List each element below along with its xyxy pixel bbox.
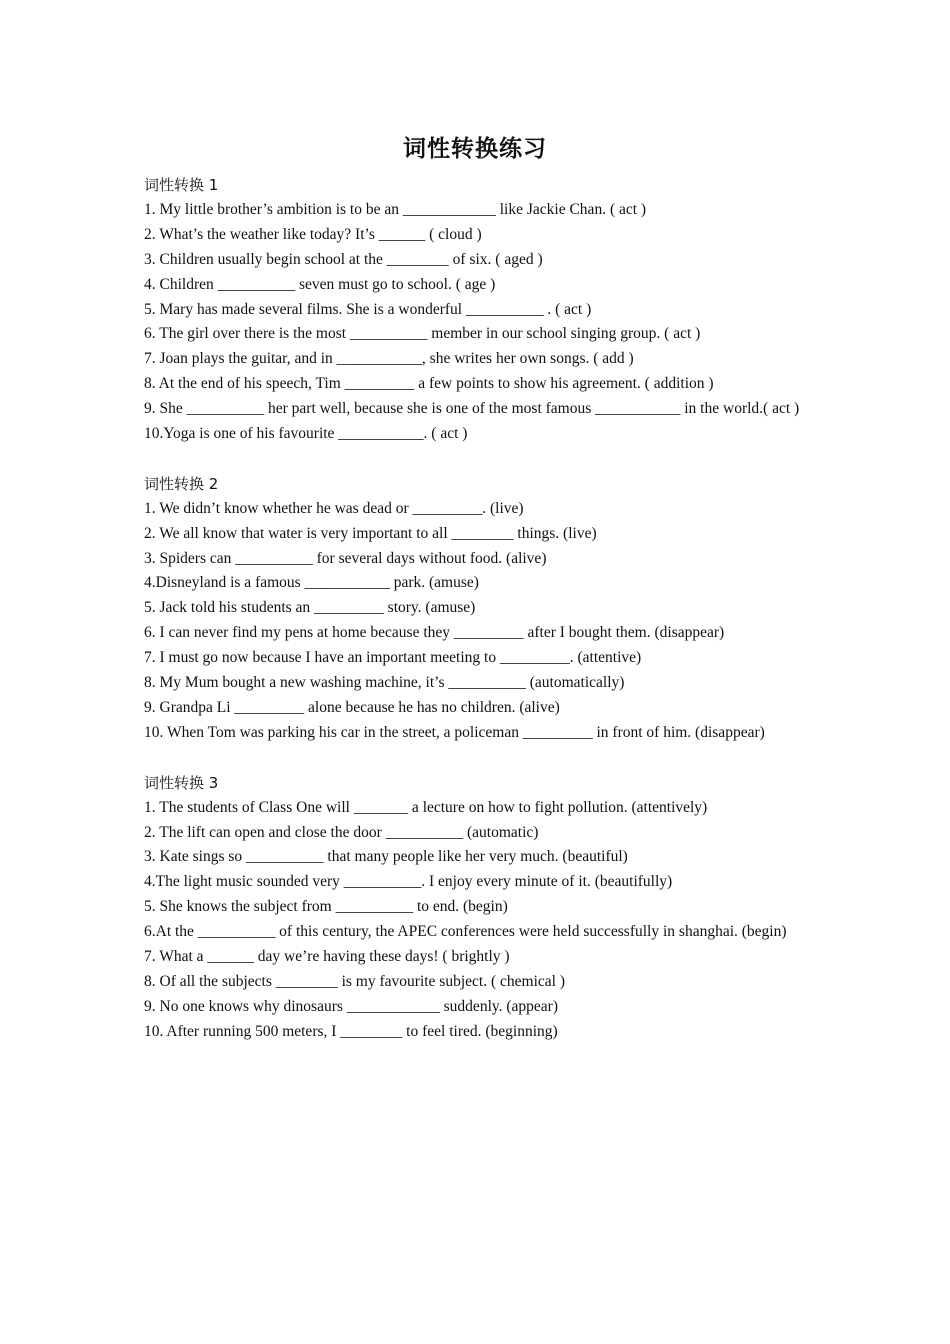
- exercise-item: 8. My Mum bought a new washing machine, it’s __________ (automatically): [144, 674, 625, 692]
- exercise-item: 10.Yoga is one of his favourite ___________. ( act ): [144, 425, 468, 443]
- exercise-item: 3. Kate sings so __________ that many people like her very much. (beautiful): [144, 848, 628, 866]
- exercise-item: 9. She __________ her part well, because she is one of the most famous ___________ in the world.( act ): [144, 400, 800, 418]
- exercise-item: 2. The lift can open and close the door __________ (automatic): [144, 823, 539, 841]
- exercise-item: 7. Joan plays the guitar, and in ___________, she writes her own songs. ( add ): [144, 350, 634, 368]
- exercise-item: 5. She knows the subject from __________ to end. (begin): [144, 898, 508, 916]
- exercise-item: 8. At the end of his speech, Tim _________ a few points to show his agreement. ( addition ): [144, 375, 714, 393]
- exercise-item: 1. We didn’t know whether he was dead or _________. (live): [144, 499, 524, 517]
- exercise-item: 6. I can never find my pens at home because they _________ after I bought them. (disappear): [144, 624, 725, 642]
- exercise-item: 4. Children __________ seven must go to school. ( age ): [144, 275, 496, 293]
- exercise-item: 10. When Tom was parking his car in the street, a policeman _________ in front of him. (disappear): [144, 723, 765, 741]
- exercise-item: 5. Mary has made several films. She is a wonderful __________ . ( act ): [144, 300, 592, 318]
- exercise-item: 6. The girl over there is the most __________ member in our school singing group. ( act ): [144, 325, 701, 343]
- section-heading: 词性转换 3: [144, 773, 219, 792]
- exercise-item: 4.The light music sounded very __________. I enjoy every minute of it. (beautifully): [144, 873, 673, 891]
- section-spacer: [144, 447, 806, 472]
- exercise-section-1: [144, 173, 806, 447]
- exercise-item: 2. What’s the weather like today? It’s ______ ( cloud ): [144, 225, 482, 243]
- exercise-item: 7. I must go now because I have an important meeting to _________. (attentive): [144, 649, 642, 667]
- section-heading: 词性转换 2: [144, 474, 219, 493]
- exercise-item: 3. Spiders can __________ for several days without food. (alive): [144, 549, 547, 567]
- document-title: 词性转换练习: [403, 135, 547, 162]
- exercise-item: 9. Grandpa Li _________ alone because he has no children. (alive): [144, 699, 560, 717]
- exercise-item: 2. We all know that water is very important to all ________ things. (live): [144, 524, 597, 542]
- exercise-item: 10. After running 500 meters, I ________ to feel tired. (beginning): [144, 1022, 558, 1040]
- exercise-content: [144, 173, 806, 1045]
- exercise-item: 1. My little brother’s ambition is to be an ____________ like Jackie Chan. ( act ): [144, 200, 647, 218]
- exercise-item: 6.At the __________ of this century, the APEC conferences were held successfully in shanghai. (begin): [144, 923, 787, 941]
- exercise-section-3: [144, 771, 806, 1045]
- section-spacer: [144, 746, 806, 771]
- exercise-item: 8. Of all the subjects ________ is my favourite subject. ( chemical ): [144, 972, 565, 990]
- exercise-item: 4.Disneyland is a famous ___________ park. (amuse): [144, 574, 479, 592]
- section-heading: 词性转换 1: [144, 176, 219, 194]
- exercise-item: 9. No one knows why dinosaurs ____________ suddenly. (appear): [144, 997, 558, 1015]
- exercise-item: 5. Jack told his students an _________ story. (amuse): [144, 599, 476, 617]
- exercise-section-2: [144, 472, 806, 746]
- exercise-item: 3. Children usually begin school at the ________ of six. ( aged ): [144, 250, 543, 268]
- exercise-item: 1. The students of Class One will _______ a lecture on how to fight pollution. (attentively): [144, 798, 708, 816]
- exercise-item: 7. What a ______ day we’re having these days! ( brightly ): [144, 948, 510, 966]
